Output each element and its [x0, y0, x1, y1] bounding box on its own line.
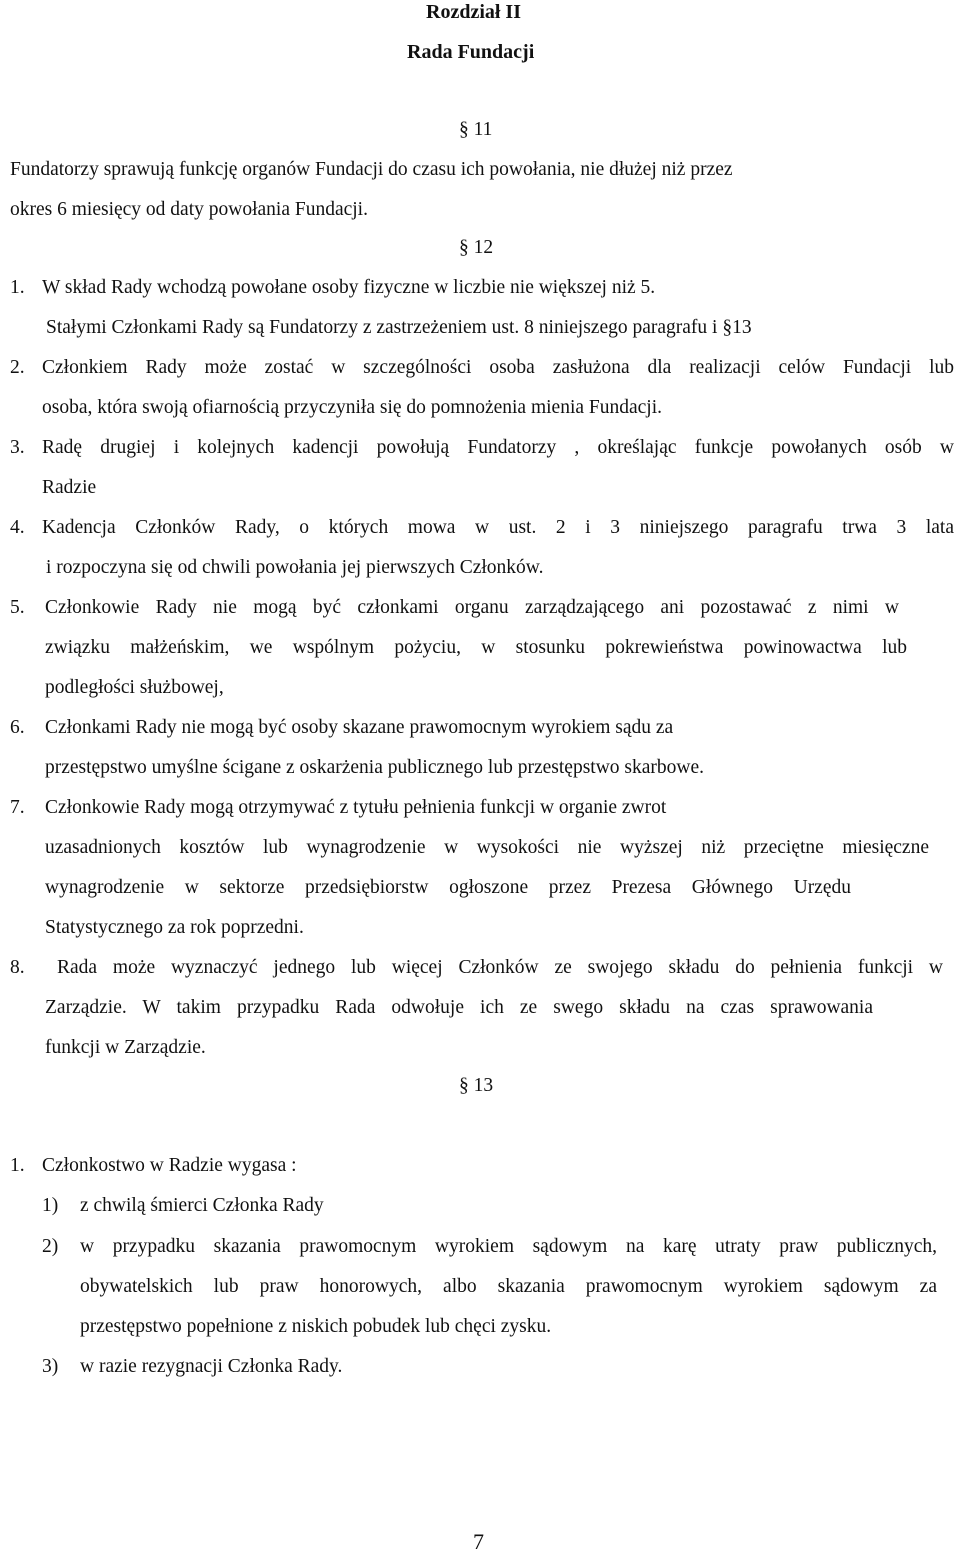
sec12-p3-line2: Radzie: [42, 477, 97, 498]
page-number: 7: [473, 1529, 484, 1554]
chapter-heading: Rozdział II: [426, 1, 521, 23]
sec13-item2-line1: w przypadku skazania prawomocnym wyrokiem sądowym na karę utraty praw publicznych,: [80, 1236, 937, 1257]
sec12-p8-line1: Rada może wyznaczyć jednego lub więcej Członków ze swojego składu do pełnienia funkcji w: [57, 957, 943, 978]
section-mark-13: § 13: [459, 1075, 494, 1096]
sec13-item2-num: 2): [42, 1236, 59, 1257]
sec12-p2-line1: Członkiem Rady może zostać w szczególności osoba zasłużona dla realizacji celów Fundacji lub: [42, 357, 954, 378]
sec13-item2-line2: obywatelskich lub praw honorowych, albo skazania prawomocnym wyrokiem sądowym za: [80, 1276, 937, 1297]
sec12-p3-num: 3.: [10, 437, 25, 458]
sec12-p1-num: 1.: [10, 277, 25, 298]
sec12-p7-line3: wynagrodzenie w sektorze przedsiębiorstw ogłoszone przez Prezesa Głównego Urzędu: [45, 877, 851, 898]
sec12-p4-line1: Kadencja Członków Rady, o których mowa w ust. 2 i 3 niniejszego paragrafu trwa 3 lata: [42, 517, 954, 538]
sec13-p1-num: 1.: [10, 1155, 25, 1176]
sec12-p6-num: 6.: [10, 717, 25, 738]
sec12-p5-line1: Członkowie Rady nie mogą być członkami organu zarządzającego ani pozostawać z nimi w: [45, 597, 899, 618]
sec12-p7-num: 7.: [10, 797, 25, 818]
sec11-line1: Fundatorzy sprawują funkcję organów Fundacji do czasu ich powołania, nie dłużej niż przez: [10, 159, 733, 180]
sec12-p1-line1: W skład Rady wchodzą powołane osoby fizyczne w liczbie nie większej niż 5.: [42, 277, 656, 298]
sec12-p4-line2: i rozpoczyna się od chwili powołania jej pierwszych Członków.: [46, 557, 544, 578]
sec12-p2-line2: osoba, która swoją ofiarnością przyczyniła się do pomnożenia mienia Fundacji.: [42, 397, 663, 418]
sec13-item3-num: 3): [42, 1356, 59, 1377]
sec12-p8-num: 8.: [10, 957, 25, 978]
sec13-item1-num: 1): [42, 1195, 59, 1216]
sec13-item3-text: w razie rezygnacji Członka Rady.: [80, 1356, 343, 1377]
sec13-item2-line3: przestępstwo popełnione z niskich pobudek lub chęci zysku.: [80, 1316, 552, 1337]
section-mark-11: § 11: [459, 119, 493, 140]
sec12-p1-line2: Stałymi Członkami Rady są Fundatorzy z zastrzeżeniem ust. 8 niniejszego paragrafu i §13: [46, 317, 752, 338]
chapter-title: Rada Fundacji: [407, 41, 535, 63]
sec12-p5-num: 5.: [10, 597, 25, 618]
sec12-p8-line3: funkcji w Zarządzie.: [45, 1037, 206, 1058]
sec12-p4-num: 4.: [10, 517, 25, 538]
sec12-p3-line1: Radę drugiej i kolejnych kadencji powołują Fundatorzy , określając funkcje powołanych osób w: [42, 437, 954, 458]
sec11-line2: okres 6 miesięcy od daty powołania Fundacji.: [10, 199, 368, 220]
sec12-p7-line4: Statystycznego za rok poprzedni.: [45, 917, 304, 938]
sec12-p7-line1: Członkowie Rady mogą otrzymywać z tytułu pełnienia funkcji w organie zwrot: [45, 797, 667, 818]
sec12-p5-line2: związku małżeńskim, we wspólnym pożyciu, w stosunku pokrewieństwa powinowactwa lub: [45, 637, 907, 658]
sec12-p2-num: 2.: [10, 357, 25, 378]
sec12-p8-line2: Zarządzie. W takim przypadku Rada odwołuje ich ze swego składu na czas sprawowania: [45, 997, 873, 1018]
sec12-p5-line3: podległości służbowej,: [45, 677, 224, 698]
sec13-p1-text: Członkostwo w Radzie wygasa :: [42, 1155, 297, 1176]
sec12-p7-line2: uzasadnionych kosztów lub wynagrodzenie w wysokości nie wyższej niż przeciętne miesięczne: [45, 837, 929, 858]
sec13-item1-text: z chwilą śmierci Członka Rady: [80, 1195, 324, 1216]
sec12-p6-line2: przestępstwo umyślne ścigane z oskarżenia publicznego lub przestępstwo skarbowe.: [45, 757, 705, 778]
section-mark-12: § 12: [459, 237, 494, 258]
sec12-p6-line1: Członkami Rady nie mogą być osoby skazane prawomocnym wyrokiem sądu za: [45, 717, 674, 738]
